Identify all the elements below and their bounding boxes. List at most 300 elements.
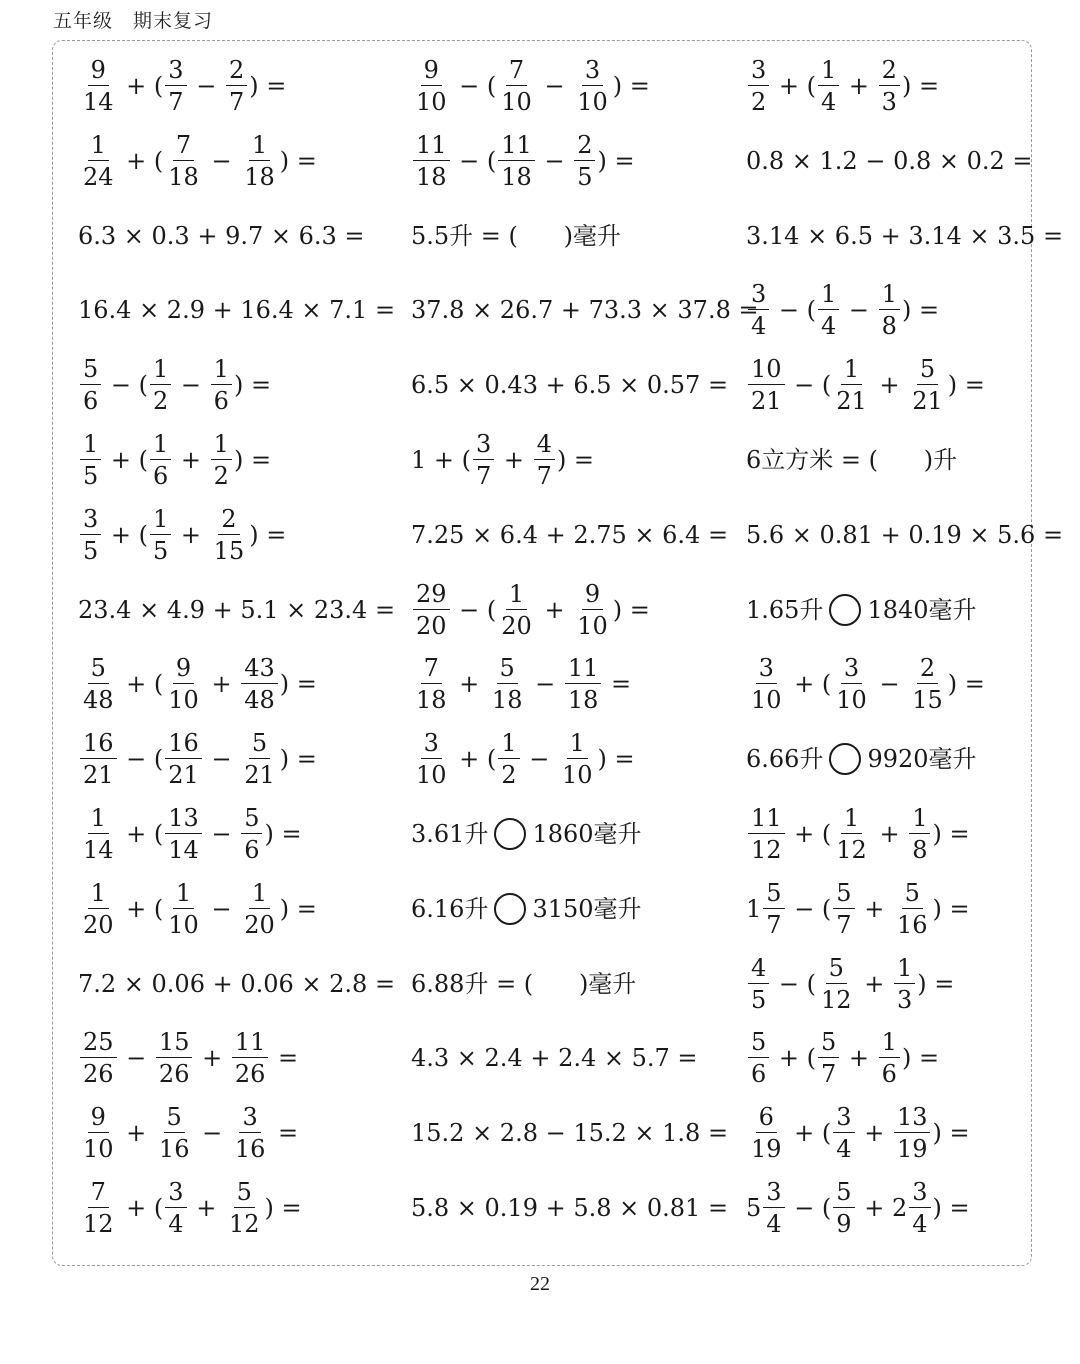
expression-text: = [270, 1044, 299, 1073]
numerator: 1 [88, 133, 109, 161]
expression-text: ) = [947, 371, 985, 400]
fraction [156, 1103, 193, 1164]
denominator: 20 [501, 611, 532, 640]
denominator: 21 [836, 387, 867, 416]
denominator: 5 [577, 162, 593, 191]
expression-text: 1.65升 [746, 595, 824, 624]
expression-text: − ( [771, 296, 817, 325]
fraction [833, 355, 870, 416]
numerator: 1 [88, 806, 109, 834]
expression-text: ) = [612, 595, 650, 624]
problem-13-2 [411, 949, 636, 1019]
expression-text: = [270, 1119, 299, 1148]
numerator: 5 [833, 881, 854, 909]
numerator: 2 [879, 58, 900, 86]
fraction [748, 280, 769, 341]
fraction [833, 654, 870, 715]
numerator: 1 [150, 357, 171, 385]
numerator: 29 [413, 582, 450, 610]
expression-text: + [188, 1194, 224, 1222]
numerator: 1 [818, 282, 839, 310]
expression-text: + [536, 595, 573, 624]
expression-text: 6.5 × 0.43 + 6.5 × 0.57 = [411, 371, 729, 400]
denominator: 12 [836, 836, 867, 864]
fraction [241, 654, 278, 715]
fraction [80, 130, 117, 191]
numerator: 11 [565, 656, 602, 684]
fraction [565, 654, 602, 715]
denominator: 6 [83, 387, 99, 416]
numerator: 3 [748, 58, 769, 86]
expression-text: − ( [103, 371, 149, 400]
fraction [473, 432, 494, 488]
numerator: 9 [88, 1105, 109, 1133]
problem-9-2 [411, 649, 631, 719]
expression-text: 1860毫升 [532, 820, 642, 848]
numerator: 9 [173, 656, 194, 684]
fraction [80, 504, 101, 565]
numerator: 9 [88, 58, 109, 86]
denominator: 10 [83, 1135, 114, 1164]
fraction [818, 280, 839, 341]
numerator: 16 [165, 731, 202, 759]
numerator: 5 [249, 731, 270, 759]
denominator: 48 [244, 686, 275, 715]
numerator: 3 [763, 1180, 784, 1208]
denominator: 20 [83, 910, 114, 939]
numerator: 13 [165, 806, 202, 834]
expression-text: 3.61升 [411, 820, 489, 848]
denominator: 18 [416, 686, 447, 715]
numerator: 1 [818, 58, 839, 86]
numerator: 5 [902, 881, 923, 909]
problem-3-2 [411, 201, 621, 271]
numerator: 3 [421, 731, 442, 759]
numerator: 15 [156, 1030, 193, 1058]
fraction [413, 58, 450, 114]
denominator: 10 [751, 686, 782, 715]
expression-text: 37.8 × 26.7 + 73.3 × 37.8 = [411, 296, 759, 325]
fraction [80, 729, 117, 790]
numerator: 1 [88, 881, 109, 909]
expression-text: − [118, 1044, 154, 1073]
numerator: 3 [239, 1105, 260, 1133]
denominator: 6 [751, 1060, 767, 1089]
denominator: 21 [751, 387, 782, 416]
denominator: 9 [836, 1210, 852, 1238]
fraction [818, 1028, 839, 1089]
numerator: 1 [909, 806, 930, 834]
problem-1-1 [78, 51, 286, 121]
numerator: 5 [748, 1030, 769, 1058]
expression-text: ) = [901, 296, 940, 325]
expression-text: ) = [932, 894, 970, 923]
denominator: 18 [416, 162, 447, 191]
fraction [226, 58, 247, 114]
expression-text: 3.14 × 6.5 + 3.14 × 3.5 = [746, 221, 1064, 250]
expression-text: 1840毫升 [867, 595, 977, 624]
fraction [150, 432, 171, 488]
denominator: 18 [168, 162, 199, 191]
denominator: 3 [881, 88, 897, 116]
expression-text: + ( [786, 670, 832, 699]
page-header: 五年级 期末复习 [53, 10, 214, 32]
expression-text: + [173, 520, 209, 549]
denominator: 26 [158, 1060, 190, 1089]
problem-5-2 [411, 350, 728, 420]
expression-text: + [203, 670, 240, 699]
expression-text: ) = [249, 72, 287, 100]
numerator: 7 [88, 1180, 109, 1208]
expression-text: + ( [118, 820, 164, 848]
denominator: 19 [896, 1135, 928, 1164]
expression-text: − [203, 894, 240, 923]
numerator: 1 [249, 881, 270, 909]
problem-16-1 [78, 1173, 302, 1243]
compare-circle[interactable] [494, 893, 526, 925]
problem-2-3 [746, 126, 1033, 196]
numerator: 5 [234, 1180, 255, 1208]
expression-text: 5.6 × 0.81 + 0.19 × 5.6 = [746, 520, 1064, 549]
denominator: 26 [83, 1060, 114, 1089]
fraction [241, 130, 278, 191]
expression-text: 16.4 × 2.9 + 16.4 × 7.1 = [78, 296, 396, 325]
numerator: 5 [763, 881, 784, 909]
expression-text: 1 + ( [411, 446, 471, 474]
numerator: 2 [226, 58, 247, 86]
fraction [80, 878, 117, 939]
expression-text: ) = [249, 520, 287, 549]
problem-1-3 [746, 51, 939, 121]
expression-text: + ( [771, 1044, 817, 1073]
denominator: 4 [821, 88, 837, 116]
denominator: 6 [213, 387, 229, 416]
denominator: 2 [501, 761, 517, 790]
numerator: 7 [506, 58, 527, 86]
fraction [80, 1180, 117, 1236]
fraction [498, 130, 535, 191]
expression-text: − [536, 146, 573, 175]
expression-text: − ( [786, 1194, 832, 1222]
expression-text: ) = [597, 745, 635, 774]
denominator: 4 [168, 1210, 184, 1238]
problem-6-1 [78, 425, 271, 495]
problem-12-1 [78, 874, 317, 944]
expression-text: + [871, 820, 908, 848]
expression-text: + ( [118, 72, 164, 100]
expression-text: ) = [556, 446, 595, 474]
expression-text: + [856, 894, 892, 923]
fraction [748, 654, 785, 715]
fraction [226, 1180, 263, 1236]
expression-text: − [203, 146, 240, 175]
denominator: 5 [83, 536, 99, 565]
fraction [80, 654, 117, 715]
numerator: 9 [582, 582, 603, 610]
numerator: 1 [894, 956, 915, 984]
problem-14-3 [746, 1023, 939, 1093]
fraction [413, 729, 450, 790]
fraction [165, 654, 202, 715]
numerator: 3 [756, 656, 777, 684]
denominator: 4 [821, 312, 837, 341]
compare-circle[interactable] [829, 743, 861, 775]
denominator: 10 [168, 686, 199, 715]
expression-text: + [173, 446, 209, 474]
denominator: 6 [881, 1060, 897, 1089]
numerator: 43 [241, 656, 278, 684]
problem-5-1 [78, 350, 271, 420]
fraction [165, 806, 202, 862]
denominator: 16 [234, 1135, 266, 1164]
expression-text: + [118, 1119, 154, 1148]
expression-text: + ( [786, 1119, 832, 1148]
denominator: 6 [153, 462, 169, 490]
denominator: 10 [577, 611, 608, 640]
problem-16-2 [411, 1173, 728, 1243]
fraction [534, 432, 555, 488]
numerator: 3 [165, 1180, 186, 1208]
fraction [211, 504, 248, 565]
problem-8-2 [411, 575, 650, 645]
expression-text: = [603, 670, 632, 699]
expression-text: − [203, 745, 240, 774]
fraction [833, 806, 870, 862]
numerator: 2 [218, 507, 239, 535]
fraction [763, 1180, 784, 1236]
problem-6-3 [746, 425, 957, 495]
problem-2-1 [78, 126, 317, 196]
denominator: 21 [244, 761, 275, 790]
fraction [833, 1180, 854, 1236]
denominator: 12 [821, 985, 852, 1014]
fraction [879, 1028, 900, 1089]
denominator: 26 [234, 1060, 266, 1089]
denominator: 6 [244, 836, 260, 864]
denominator: 7 [836, 910, 852, 939]
expression-text: + ( [771, 72, 817, 100]
expression-text: 0.8 × 1.2 − 0.8 × 0.2 = [746, 146, 1033, 175]
problem-15-3 [746, 1098, 970, 1168]
denominator: 15 [912, 686, 943, 715]
fraction [559, 729, 596, 790]
denominator: 18 [491, 686, 523, 715]
fraction [80, 1028, 117, 1089]
denominator: 10 [577, 88, 608, 116]
numerator: 1 [249, 133, 270, 161]
compare-circle[interactable] [829, 594, 861, 626]
fraction [489, 654, 526, 715]
fraction [574, 579, 611, 640]
expression-text: 15.2 × 2.8 − 15.2 × 1.8 = [411, 1119, 729, 1148]
fraction [748, 806, 785, 862]
problem-8-3 [746, 575, 977, 645]
expression-text: + ( [118, 1194, 164, 1222]
fraction [833, 1103, 854, 1164]
denominator: 7 [821, 1060, 837, 1089]
fraction [894, 953, 915, 1014]
expression-text: + [496, 446, 532, 474]
fraction [879, 280, 900, 341]
denominator: 15 [213, 536, 245, 565]
expression-text: − [173, 371, 209, 400]
numerator: 5 [88, 656, 109, 684]
numerator: 1 [879, 282, 900, 310]
expression-text: − ( [786, 371, 832, 400]
denominator: 10 [501, 88, 532, 116]
numerator: 3 [748, 282, 769, 310]
numerator: 3 [909, 1180, 930, 1208]
fraction [232, 1103, 269, 1164]
numerator: 13 [894, 1105, 931, 1133]
fraction [241, 729, 278, 790]
problem-7-1 [78, 500, 286, 570]
denominator: 2 [153, 387, 169, 416]
expression-text: 6立方米 = ( )升 [746, 446, 958, 474]
fraction [833, 878, 854, 939]
problem-14-2 [411, 1023, 698, 1093]
numerator: 10 [748, 357, 785, 385]
fraction [894, 1103, 931, 1164]
problem-11-2 [411, 799, 642, 869]
problem-6-2 [411, 425, 594, 495]
fraction [80, 355, 101, 416]
expression-text: 4.3 × 2.4 + 2.4 × 5.7 = [411, 1044, 698, 1073]
fraction [748, 355, 785, 416]
numerator: 11 [748, 806, 785, 834]
denominator: 8 [912, 836, 928, 864]
expression-text: − [527, 670, 563, 699]
fraction [748, 1028, 769, 1089]
numerator: 3 [841, 656, 862, 684]
numerator: 4 [534, 432, 555, 460]
numerator: 1 [841, 357, 862, 385]
denominator: 5 [751, 985, 767, 1014]
denominator: 12 [751, 836, 782, 864]
denominator: 16 [896, 910, 928, 939]
expression-text: 1 [746, 894, 762, 923]
denominator: 14 [168, 836, 199, 864]
problem-2-2 [411, 126, 635, 196]
expression-text: + [841, 72, 877, 100]
denominator: 8 [881, 312, 897, 341]
fraction [80, 432, 101, 488]
expression-text: ) = [264, 1194, 302, 1222]
expression-text: 3150毫升 [532, 894, 642, 923]
numerator: 11 [232, 1030, 269, 1058]
problem-1-2 [411, 51, 650, 121]
expression-text: ) = [279, 894, 317, 923]
fraction [909, 1180, 930, 1236]
numerator: 3 [80, 507, 101, 535]
problem-7-3 [746, 500, 1063, 570]
denominator: 16 [158, 1135, 190, 1164]
fraction [211, 432, 232, 488]
fraction [165, 1180, 186, 1236]
problem-4-3 [746, 275, 939, 345]
expression-text: 6.3 × 0.3 + 9.7 × 6.3 = [78, 221, 365, 250]
denominator: 18 [501, 162, 532, 191]
numerator: 11 [498, 133, 535, 161]
numerator: 1 [80, 432, 101, 460]
fraction [150, 504, 171, 565]
fraction [150, 355, 171, 416]
expression-text: ) = [279, 670, 317, 699]
expression-text: 6.16升 [411, 894, 489, 923]
numerator: 1 [150, 507, 171, 535]
expression-text: 6.88升 = ( )毫升 [411, 969, 637, 998]
expression-text: ) = [932, 1194, 970, 1222]
problem-8-1 [78, 575, 395, 645]
fraction [498, 58, 535, 114]
expression-text: + ( [118, 894, 164, 923]
expression-text: ) = [947, 670, 985, 699]
fraction [80, 58, 117, 114]
numerator: 5 [833, 1180, 854, 1208]
fraction [894, 878, 931, 939]
numerator: 3 [165, 58, 186, 86]
expression-text: 9920毫升 [867, 745, 977, 774]
expression-text: + ( [451, 745, 497, 774]
denominator: 10 [836, 686, 867, 715]
denominator: 4 [751, 312, 767, 341]
expression-text: − [203, 820, 240, 848]
expression-text: + [841, 1044, 877, 1073]
denominator: 12 [83, 1210, 114, 1238]
problem-4-2 [411, 275, 759, 345]
fraction [156, 1028, 193, 1089]
denominator: 5 [83, 462, 99, 490]
denominator: 7 [168, 88, 184, 116]
expression-text: + [856, 969, 892, 998]
denominator: 10 [168, 910, 199, 939]
problem-9-1 [78, 649, 317, 719]
expression-text: − [188, 72, 224, 100]
problem-14-1 [78, 1023, 298, 1093]
expression-text: + ( [103, 520, 149, 549]
denominator: 24 [83, 162, 114, 191]
expression-text: − ( [786, 894, 832, 923]
fraction [818, 953, 855, 1014]
expression-text: ) = [932, 820, 970, 848]
fraction [498, 729, 519, 790]
numerator: 5 [497, 656, 518, 684]
denominator: 7 [766, 910, 782, 939]
fraction [165, 130, 202, 191]
numerator: 1 [173, 881, 194, 909]
problem-5-3 [746, 350, 985, 420]
compare-circle[interactable] [494, 818, 526, 850]
problem-11-1 [78, 799, 302, 869]
problem-10-3 [746, 724, 977, 794]
expression-text: + ( [103, 446, 149, 474]
expression-text: 6.66升 [746, 745, 824, 774]
numerator: 1 [498, 731, 519, 759]
fraction [413, 654, 450, 715]
page-number: 22 [530, 1273, 550, 1295]
numerator: 5 [818, 1030, 839, 1058]
denominator: 48 [83, 686, 114, 715]
denominator: 14 [83, 88, 114, 116]
numerator: 5 [826, 956, 847, 984]
denominator: 21 [168, 761, 199, 790]
denominator: 18 [567, 686, 599, 715]
problem-10-2 [411, 724, 635, 794]
fraction [574, 130, 595, 191]
expression-text: + [451, 670, 487, 699]
expression-text: + 2 [856, 1194, 908, 1222]
denominator: 10 [416, 88, 447, 116]
